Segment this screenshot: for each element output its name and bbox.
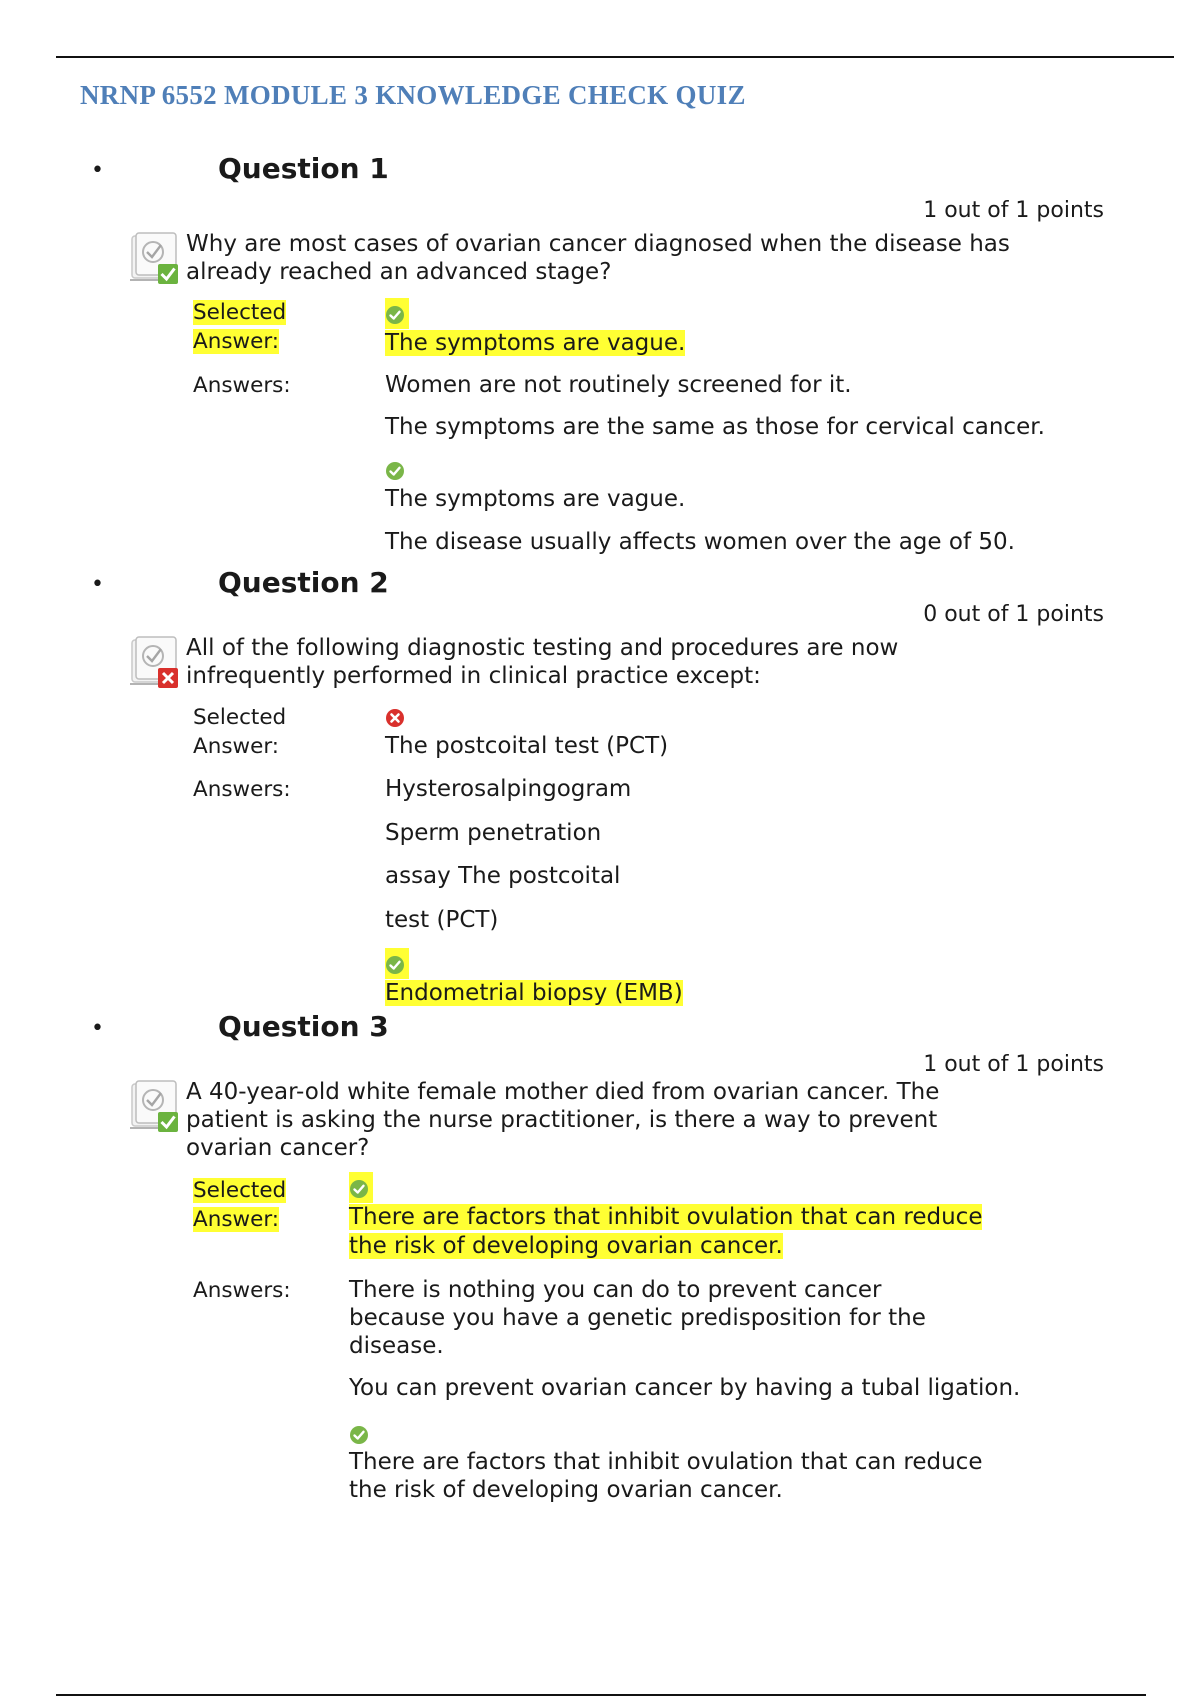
question-3-heading: Question 3 [218,1010,389,1043]
answer-label: Answer: [193,734,280,759]
bottom-rule [56,1694,1146,1696]
incorrect-mark-icon [385,708,405,728]
selected-answer-label [193,703,286,761]
question-text-line: already reached an advanced stage? [186,259,612,285]
answers-label: Answers: [193,373,291,398]
selected-label: Selected [193,705,287,730]
correct-mark-icon [349,1425,369,1445]
question-text-line: patient is asking the nurse practitioner, is there a way to prevent [186,1107,938,1133]
question-2-text [186,634,1066,690]
answer-option-text: Endometrial biopsy (EMB) [385,980,683,1006]
answer-option-line: disease. [349,1333,444,1359]
answer-option: test (PCT) [385,907,499,933]
question-1-text [186,230,1066,286]
document-title: NRNP 6552 MODULE 3 KNOWLEDGE CHECK QUIZ [80,80,746,110]
question-2-points: 0 out of 1 points [923,602,1104,627]
answer-option: Sperm penetration [385,820,602,846]
question-1-points: 1 out of 1 points [923,198,1104,223]
bullet: • [91,158,104,183]
bullet: • [91,572,104,597]
bullet: • [91,1016,104,1041]
answer-option-correct [385,456,685,514]
correct-check-icon [128,230,182,286]
selected-answer-text: The postcoital test (PCT) [385,733,669,759]
incorrect-x-icon [128,634,182,690]
answer-option-line: There is nothing you can do to prevent cancer [349,1277,882,1303]
answer-option-correct [385,948,683,1008]
question-3-text [186,1078,1066,1162]
answers-label: Answers: [193,1278,291,1303]
question-text-line: infrequently performed in clinical practice except: [186,663,761,689]
question-3-points: 1 out of 1 points [923,1052,1104,1077]
answer-option-line: because you have a genetic predisposition for the [349,1305,926,1331]
answer-option: The symptoms are the same as those for cervical cancer. [385,414,1045,440]
answer-option [349,1276,926,1360]
question-text-line: All of the following diagnostic testing and procedures are now [186,635,899,661]
selected-answer-text: The symptoms are vague. [385,330,686,356]
question-text-line: ovarian cancer? [186,1135,370,1161]
answer-option: The disease usually affects women over the age of 50. [385,529,1015,555]
answer-option: Women are not routinely screened for it. [385,372,852,398]
answer-option-line: the risk of developing ovarian cancer. [349,1477,783,1503]
top-rule [56,56,1174,58]
answer-option: assay The postcoital [385,863,621,889]
answer-label: Answer: [193,1207,280,1232]
answer-option-correct [349,1420,982,1504]
selected-answer-label [193,298,286,356]
selected-answer-line: There are factors that inhibit ovulation that can reduce [349,1204,983,1230]
answer-option-text: The symptoms are vague. [385,486,686,512]
correct-mark-icon [385,461,405,481]
question-1-selected-answer [385,298,685,358]
correct-mark-icon [349,1179,369,1199]
selected-label: Selected [193,300,287,325]
selected-answer-label [193,1176,286,1234]
answer-option: You can prevent ovarian cancer by having a tubal ligation. [349,1375,1021,1401]
selected-answer-line: the risk of developing ovarian cancer. [349,1233,783,1259]
question-text-line: A 40-year-old white female mother died from ovarian cancer. The [186,1079,940,1105]
question-2-heading: Question 2 [218,566,389,599]
question-text-line: Why are most cases of ovarian cancer diagnosed when the disease has [186,231,1010,257]
selected-label: Selected [193,1178,287,1203]
answer-label: Answer: [193,329,280,354]
correct-mark-icon [385,305,405,325]
question-2-selected-answer [385,703,668,761]
answers-label: Answers: [193,777,291,802]
correct-check-icon [128,1078,182,1134]
correct-mark-icon [385,955,405,975]
question-3-selected-answer [349,1172,982,1261]
question-1-heading: Question 1 [218,152,389,185]
answer-option: Hysterosalpingogram [385,776,632,802]
answer-option-line: There are factors that inhibit ovulation that can reduce [349,1449,983,1475]
